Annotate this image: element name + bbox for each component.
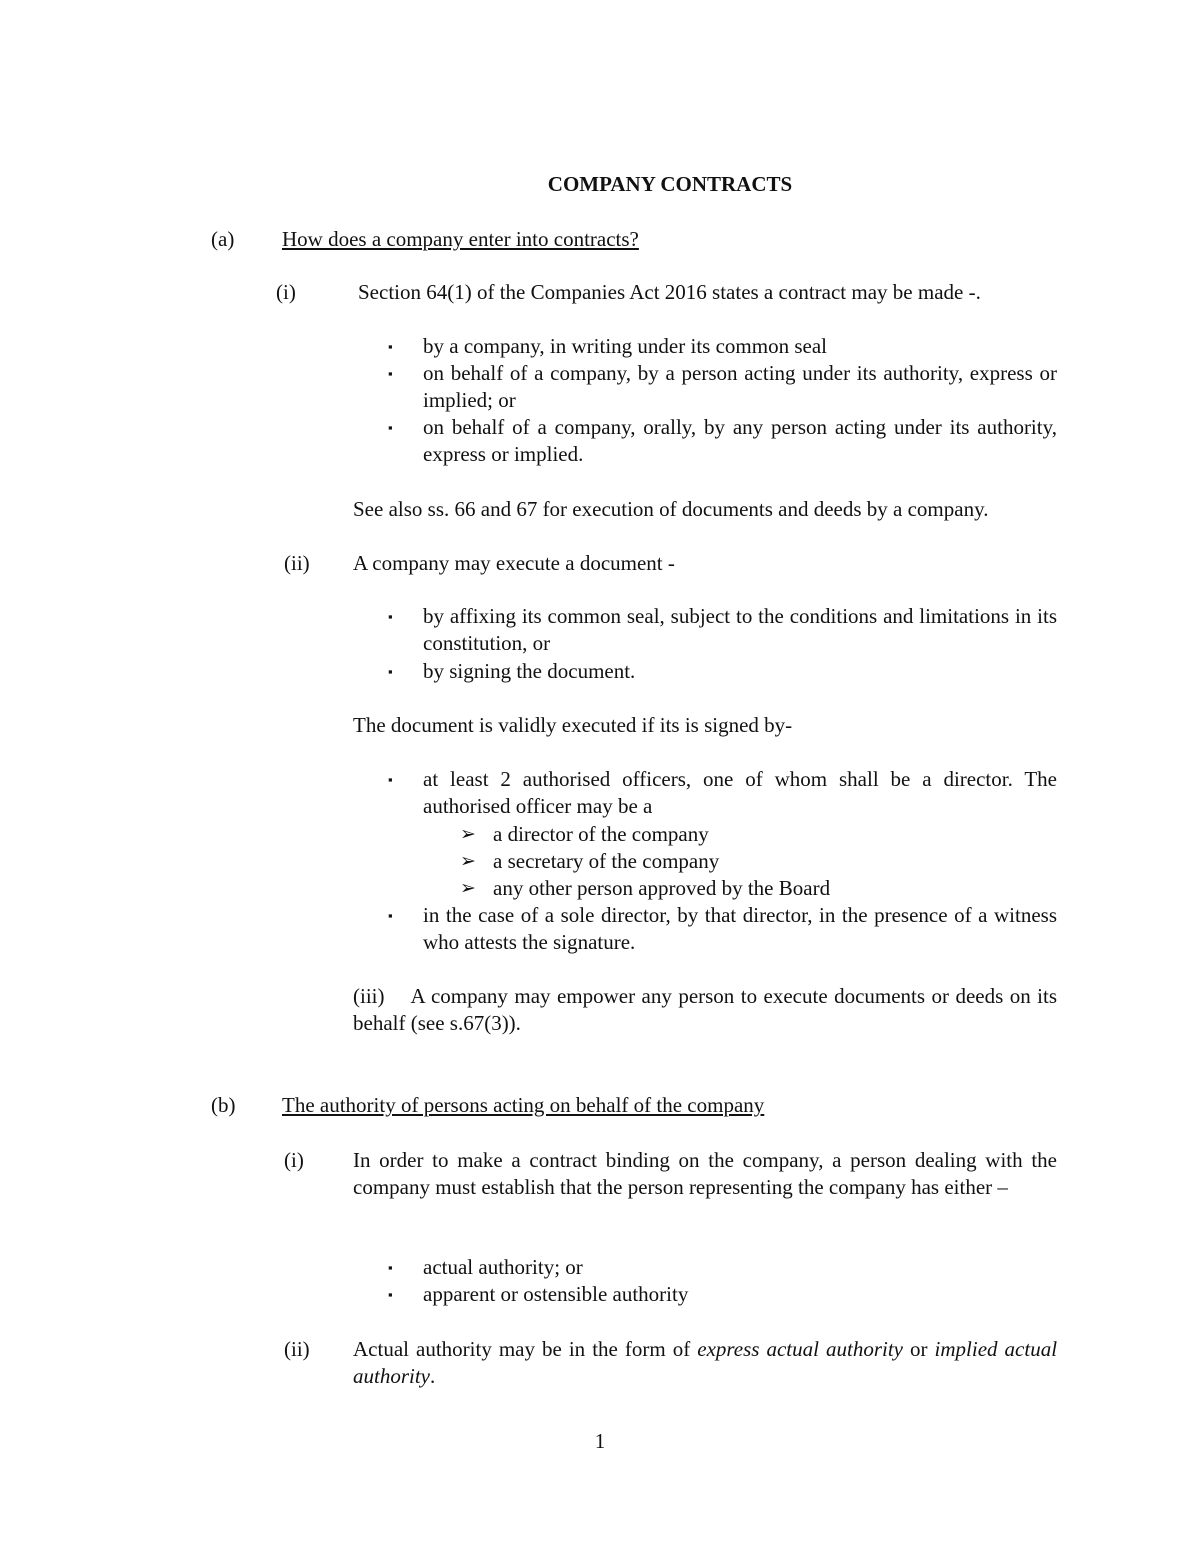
see-also-text: See also ss. 66 and 67 for execution of documents and deeds by a company.	[353, 497, 989, 521]
bullet-icon: ▪	[388, 1287, 393, 1302]
bullet-icon: ▪	[388, 772, 393, 787]
section-a-iii-label: (iii)	[353, 984, 385, 1008]
section-a-iii-text: A company may empower any person to execute documents or deeds on its behalf (see s.67(3)).	[353, 984, 1057, 1035]
section-b-heading: The authority of persons acting on behalf of the company	[282, 1093, 765, 1117]
arrow-bullet-icon: ➢	[460, 824, 476, 845]
list-item: by affixing its common seal, subject to the conditions and limitations in its constitution, or	[423, 604, 1057, 655]
arrow-bullet-icon: ➢	[460, 878, 476, 899]
section-b-i-text: In order to make a contract binding on the company, a person dealing with the company must establish that the person representing the company has either –	[353, 1148, 1057, 1199]
bullet-icon: ▪	[388, 664, 393, 679]
section-b-ii-text-before: Actual authority may be in the form of	[353, 1337, 691, 1361]
sub-list-item: a secretary of the company	[493, 849, 720, 873]
section-b-ii-end: .	[430, 1364, 436, 1388]
bullet-icon: ▪	[388, 339, 393, 354]
list-item: at least 2 authorised officers, one of whom shall be a director. The authorised officer may be a	[423, 767, 1057, 818]
sub-list-item: a director of the company	[493, 822, 709, 846]
list-item: on behalf of a company, orally, by any person acting under its authority, express or implied.	[423, 415, 1057, 466]
bullet-icon: ▪	[388, 366, 393, 381]
section-b-ii-text	[353, 1336, 1057, 1390]
section-a-i-text: Section 64(1) of the Companies Act 2016 states a contract may be made -.	[358, 280, 981, 304]
section-a-ii-text: A company may execute a document -	[353, 551, 675, 575]
section-a-ii-label: (ii)	[284, 551, 310, 575]
section-b-label: (b)	[211, 1093, 236, 1117]
section-a-iii	[353, 983, 1057, 1037]
list-item: by signing the document.	[423, 659, 636, 683]
sub-list-item: any other person approved by the Board	[493, 876, 831, 900]
validly-executed-text: The document is validly executed if its is signed by-	[353, 713, 793, 737]
list-item: in the case of a sole director, by that director, in the presence of a witness who attests the signature.	[423, 903, 1057, 954]
section-a-label: (a)	[211, 227, 235, 251]
express-authority-term: express actual authority	[697, 1337, 903, 1361]
section-a-i-label: (i)	[276, 280, 296, 304]
list-item: apparent or ostensible authority	[423, 1282, 689, 1306]
list-item: actual authority; or	[423, 1255, 583, 1279]
page-title: COMPANY CONTRACTS	[547, 172, 793, 196]
section-b-i-label: (i)	[284, 1148, 304, 1172]
section-b-ii-or: or	[910, 1337, 928, 1361]
bullet-icon: ▪	[388, 1260, 393, 1275]
implied-authority-term: implied actual authority	[353, 1337, 1058, 1388]
bullet-icon: ▪	[388, 908, 393, 923]
section-a-heading: How does a company enter into contracts?	[282, 227, 639, 251]
list-item: on behalf of a company, by a person acting under its authority, express or implied; or	[423, 361, 1057, 412]
list-item: by a company, in writing under its common seal	[423, 334, 827, 358]
section-b-ii-label: (ii)	[284, 1337, 310, 1361]
bullet-icon: ▪	[388, 420, 393, 435]
arrow-bullet-icon: ➢	[460, 851, 476, 872]
page-number: 1	[594, 1429, 606, 1453]
bullet-icon: ▪	[388, 609, 393, 624]
